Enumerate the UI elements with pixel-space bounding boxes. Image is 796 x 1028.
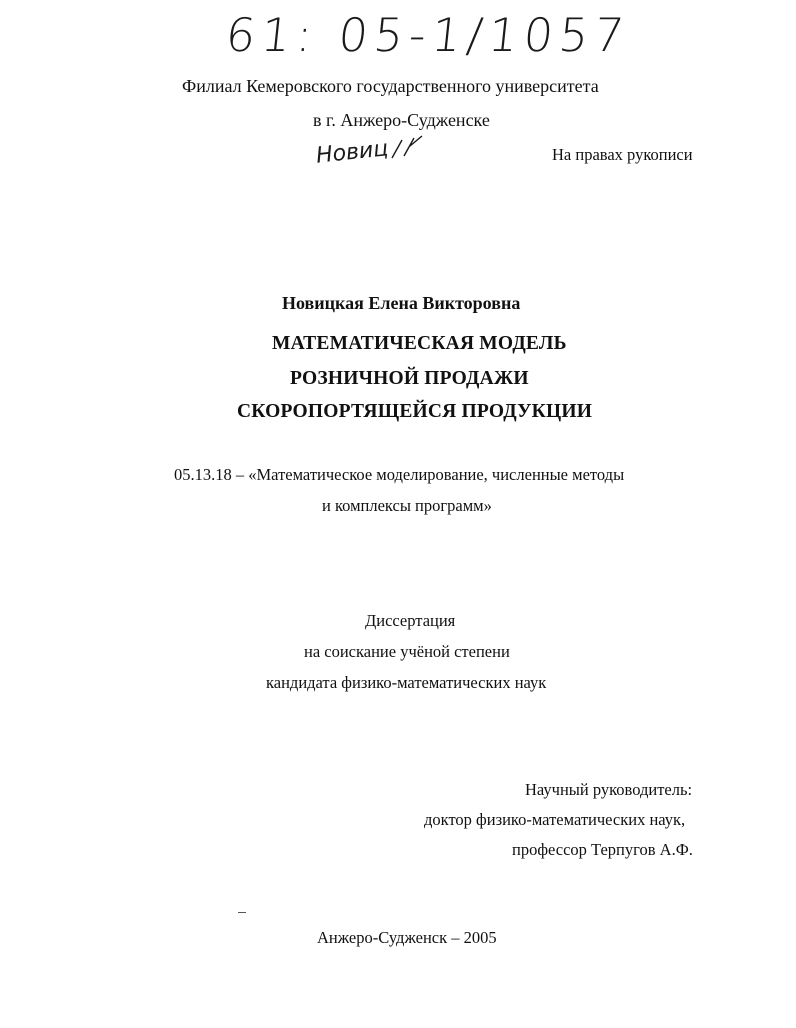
institution-name: Филиал Кемеровского государственного университета — [182, 76, 599, 96]
degree-field: кандидата физико-математических наук — [266, 673, 547, 692]
handwritten-signature: Новиц — [314, 136, 390, 169]
title-line-3: СКОРОПОРТЯЩЕЙСЯ ПРОДУКЦИИ — [237, 401, 593, 422]
title-line-2: РОЗНИЧНОЙ ПРОДАЖИ — [290, 368, 529, 389]
title-line-1: МАТЕМАТИЧЕСКАЯ МОДЕЛЬ — [272, 333, 567, 354]
institution-city: в г. Анжеро-Судженске — [313, 110, 490, 130]
archive-number: 61: 05-1/1057 — [223, 8, 633, 62]
degree-type: Диссертация — [365, 611, 456, 630]
rights-notice: На правах рукописи — [552, 145, 693, 164]
author-name: Новицкая Елена Викторовна — [282, 293, 521, 313]
supervisor-degree: доктор физико-математических наук, — [424, 810, 686, 829]
specialty-line-2: и комплексы программ» — [322, 496, 492, 515]
specialty-line-1: 05.13.18 – «Математическое моделирование, численные методы — [174, 465, 625, 484]
city-year: Анжеро-Судженск – 2005 — [317, 928, 497, 947]
supervisor-heading: Научный руководитель: — [525, 780, 693, 799]
degree-purpose: на соискание учёной степени — [304, 642, 510, 661]
supervisor-name: профессор Терпугов А.Ф. — [512, 840, 693, 859]
scan-mark — [238, 912, 246, 913]
signature-stroke — [388, 132, 428, 162]
